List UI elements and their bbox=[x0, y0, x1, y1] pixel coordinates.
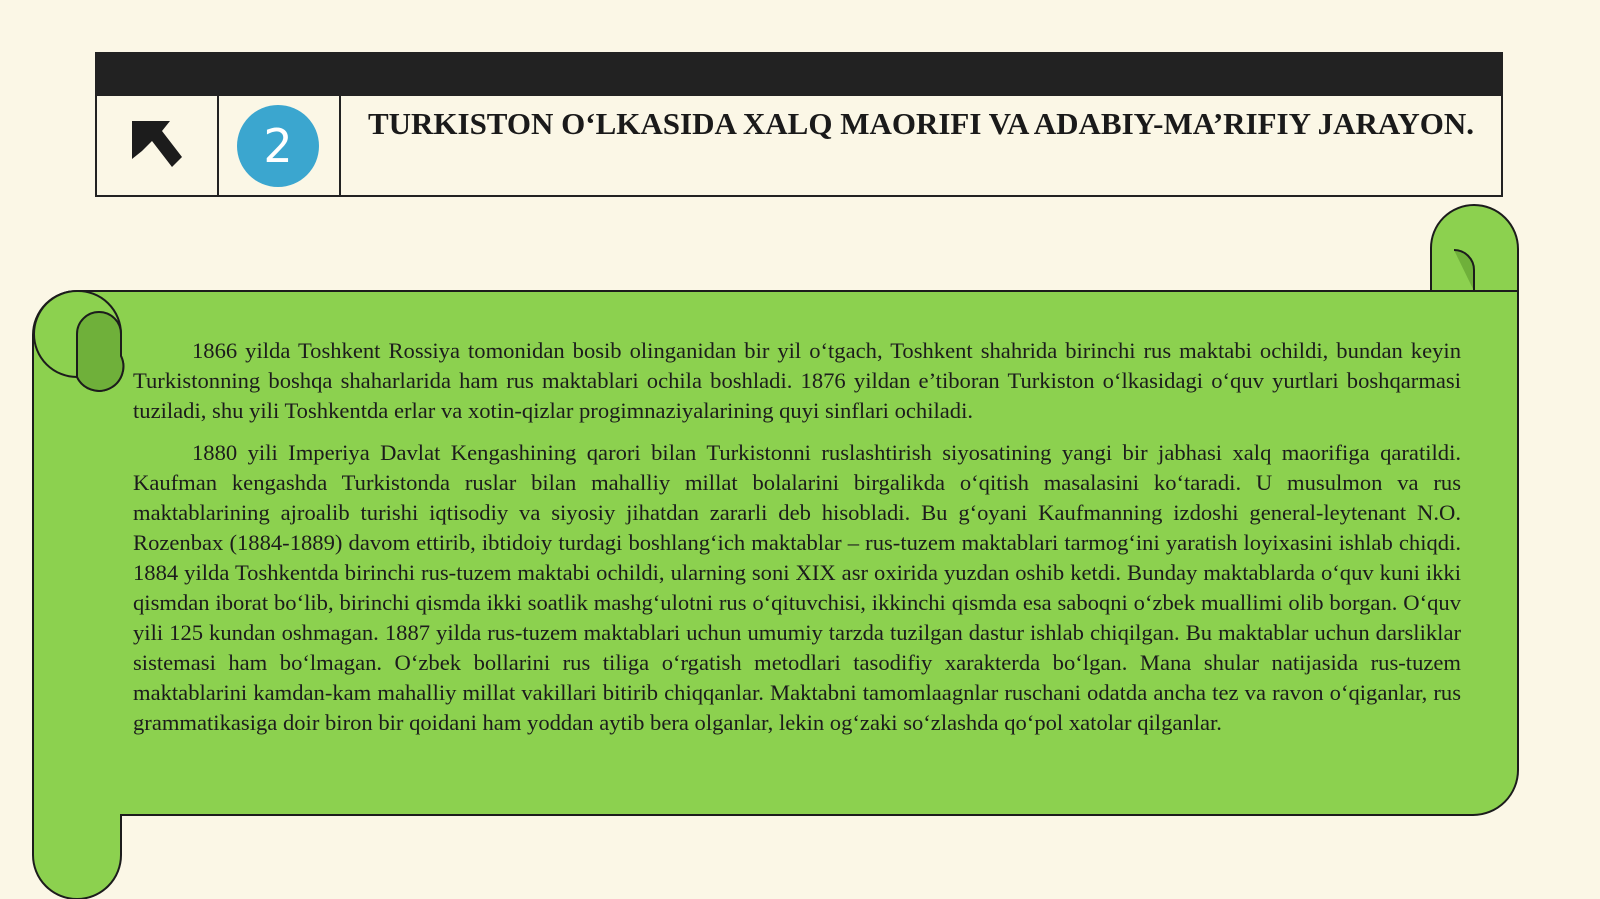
scroll-left-curl-inner bbox=[77, 312, 123, 391]
paragraph-1: 1866 yilda Toshkent Rossiya tomonidan bosib olinganidan bir yil o‘tgach, Toshkent shahrida birinchi rus maktabi ochildi, bundan keyin Turkistonning boshqa shaharlarida ham rus maktablari ochila boshladi. 1876 yildan e’tiboran Turkiston o‘lkasidagi o‘quv yurtlari boshqarmasi tuziladi, shu yili Toshkentda erlar va xotin-qizlar progimnaziyalarining quyi sinflari ochiladi. bbox=[133, 338, 1461, 423]
paragraph-2: 1880 yili Imperiya Davlat Kengashining qarori bilan Turkistonni ruslashtirish siyosatining yangi bir jabhasi xalq maorifiga qaratildi. Kaufman kengashda Turkistonda ruslar bilan mahalliy millat bolalarini birgalikda o‘qitish masalasini ko‘taradi. U musulmon va rus maktablarining ajroalib turishi iqtisodiy va siyosiy jihatdan zararli deb hisobladi. Bu g‘oyani Kaufmanning izdoshi general-leytenant N.O. Rozenbax (1884-1889) davom ettirib, ibtidoiy turdagi boshlang‘ich maktablar – rus-tuzem maktablari tarmog‘ini yaratish loyixasini ishlab chiqdi. 1884 yilda Toshkentda birinchi rus-tuzem maktabi ochildi, ularning soni XIX asr oxirida yuzdan oshib ketdi. Bunday maktablarda o‘quv kuni ikki qismdan iborat bo‘lib, birinchi qismda ikki soatlik mashg‘ulotni rus o‘qituvchisi, ikkinchi qismda esa saboqni o‘zbek muallimi olib borgan. O‘quv yili 125 kundan oshmagan. 1887 yilda rus-tuzem maktablari uchun umumiy tarzda tuzilgan dastur ishlab chiqilgan. Bu maktablar uchun darsliklar sistemasi ham bo‘lmagan. O‘zbek bollarini rus tiliga o‘rgatish metodlari tasodifiy xarakterda bo‘lgan. Mana shular natijasida rus-tuzem maktablarini kamdan-kam mahalliy millat vakillari bitirib chiqqanlar. Maktabni tamomlaagnlar ruschani odatda ancha tez va ravon o‘qiganlar, rus grammatikasiga doir biron bir qoidani ham yoddan aytib bera olganlar, lekin og‘zaki so‘zlashda qo‘pol xatolar qilganlar. bbox=[133, 440, 1461, 735]
section-number-badge: 2 bbox=[237, 105, 319, 187]
section-title: TURKISTON O‘LKASIDA XALQ MAORIFI VA ADABIY-MA’RIFIY JARAYON. bbox=[367, 106, 1475, 141]
arrow-up-left-icon[interactable] bbox=[128, 117, 186, 175]
section-number-cell bbox=[217, 96, 341, 195]
header-bar bbox=[97, 54, 1501, 96]
back-arrow-cell[interactable] bbox=[97, 96, 219, 195]
section-header bbox=[95, 52, 1503, 197]
scroll-content bbox=[133, 336, 1461, 750]
